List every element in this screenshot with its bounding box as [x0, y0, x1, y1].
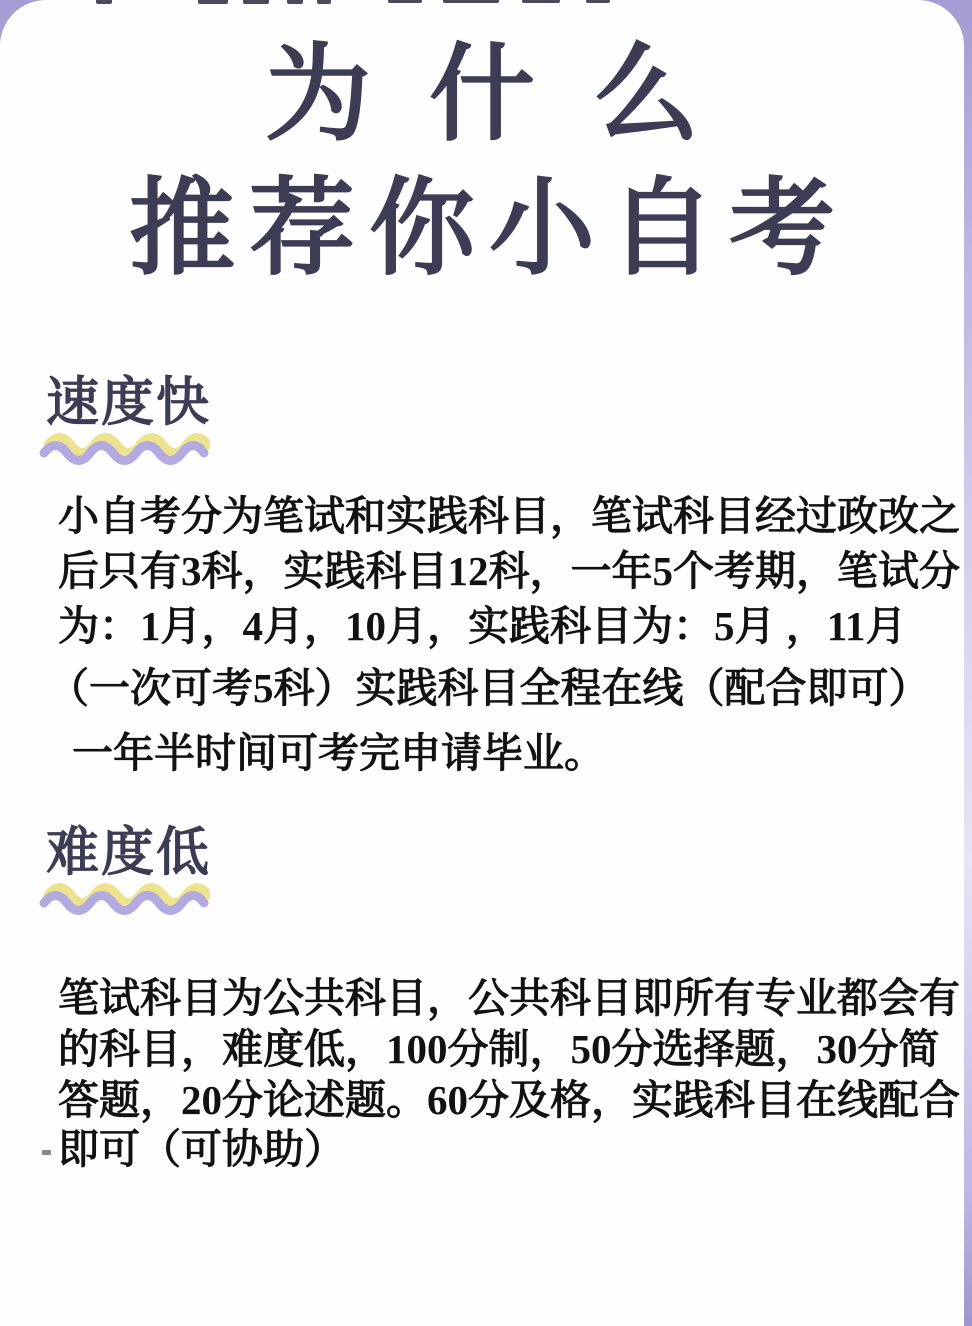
cropped-text-artifact	[443, 0, 499, 3]
body-text-line: （一次可考5科）实践科目全程在线（配合即可）	[48, 665, 930, 711]
cropped-text-artifact	[243, 0, 269, 4]
cropped-text-artifact	[586, 0, 610, 3]
wavy-underline-icon	[38, 430, 210, 466]
cropped-text-artifact	[317, 0, 331, 4]
body-text-line: 的科目，难度低，100分制，50分选择题，30分简	[58, 1026, 940, 1072]
poster-title-line1: 为什么	[265, 36, 757, 154]
body-text-line: 笔试科目为公共科目，公共科目即所有专业都会有	[58, 975, 960, 1021]
body-text-line: 答题，20分论述题。60分及格，实践科目在线配合	[58, 1077, 960, 1123]
body-text-line: 一年半时间可考完申请毕业。	[72, 730, 605, 776]
wavy-underline-icon	[38, 880, 210, 916]
body-text-line: 为：1月，4月，10月，实践科目为：5月 ，11月	[58, 603, 907, 649]
body-text-line: 即可（可协助）	[58, 1126, 345, 1172]
cropped-text-artifact	[198, 0, 228, 4]
smudge-artifact	[42, 1150, 51, 1155]
cropped-text-artifact	[96, 0, 112, 4]
poster-title	[0, 36, 964, 288]
cropped-text-artifact	[522, 0, 560, 3]
body-text-line: 后只有3科，实践科目12科，一年5个考期，笔试分	[58, 548, 960, 594]
cropped-text-artifact	[388, 0, 422, 3]
section-heading-speed: 速度快	[46, 373, 211, 432]
poster-title-line2: 推荐你小自考	[129, 170, 849, 288]
body-text-line: 小自考分为笔试和实践科目，笔试科目经过政改之	[58, 493, 960, 539]
section-heading-difficulty: 难度低	[46, 823, 211, 882]
cropped-text-artifact	[287, 0, 303, 4]
